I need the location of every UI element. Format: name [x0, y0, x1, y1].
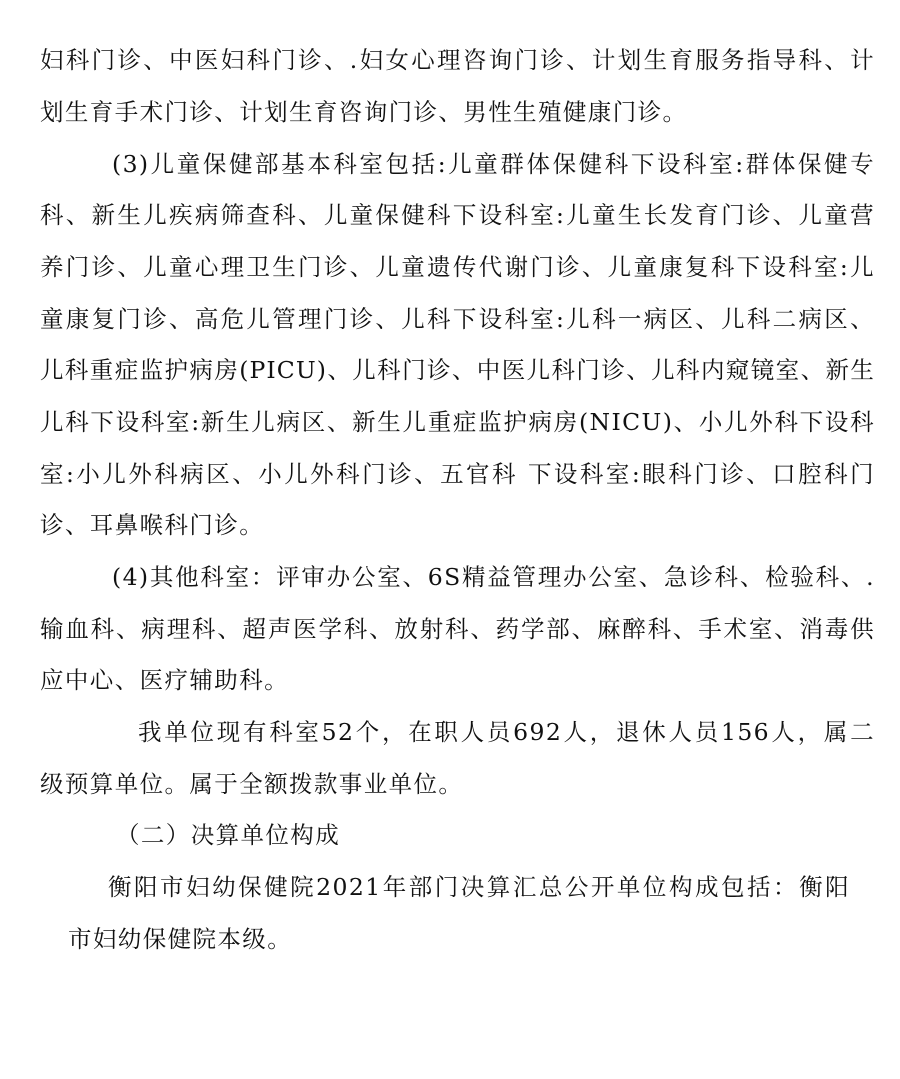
paragraph-2-line-6: 儿科下设科室:新生儿病区、新生儿重症监护病房(NICU)、小儿外科下设科	[40, 408, 875, 436]
paragraph-6-line-1: 衡阳市妇幼保健院2021年部门决算汇总公开单位构成包括：衡阳	[108, 873, 850, 901]
paragraph-1-line-2: 划生育手术门诊、计划生育咨询门诊、男性生殖健康门诊。	[40, 98, 688, 126]
paragraph-4-line-1: 我单位现有科室52个，在职人员692人，退休人员156人，属二	[138, 718, 875, 746]
paragraph-2-line-8: 诊、耳鼻喉科门诊。	[40, 511, 265, 539]
paragraph-4-line-2: 级预算单位。属于全额拨款事业单位。	[40, 770, 464, 798]
paragraph-2-line-7: 室:小儿外科病区、小儿外科门诊、五官科 下设科室:眼科门诊、口腔科门	[40, 460, 875, 488]
paragraph-3-line-2: 输血科、病理科、超声医学科、放射科、药学部、麻醉科、手术室、消毒供	[40, 615, 875, 643]
section-heading: （二）决算单位构成	[116, 821, 341, 849]
paragraph-6-line-2: 市妇幼保健院本级。	[68, 925, 293, 953]
paragraph-2-line-3: 养门诊、儿童心理卫生门诊、儿童遗传代谢门诊、儿童康复科下设科室:儿	[40, 253, 875, 281]
paragraph-2-line-4: 童康复门诊、高危儿管理门诊、儿科下设科室:儿科一病区、儿科二病区、	[40, 305, 875, 333]
paragraph-2-line-1: (3)儿童保健部基本科室包括:儿童群体保健科下设科室:群体保健专	[112, 150, 875, 178]
paragraph-3-line-1: (4)其他科室：评审办公室、6S精益管理办公室、急诊科、检验科、.	[112, 563, 875, 591]
paragraph-2-line-2: 科、新生儿疾病筛查科、儿童保健科下设科室:儿童生长发育门诊、儿童营	[40, 201, 875, 229]
paragraph-2-line-5: 儿科重症监护病房(PICU)、儿科门诊、中医儿科门诊、儿科内窥镜室、新生	[40, 356, 875, 384]
paragraph-3-line-3: 应中心、医疗辅助科。	[40, 666, 289, 694]
paragraph-1-line-1: 妇科门诊、中医妇科门诊、.妇女心理咨询门诊、计划生育服务指导科、计	[40, 46, 875, 74]
